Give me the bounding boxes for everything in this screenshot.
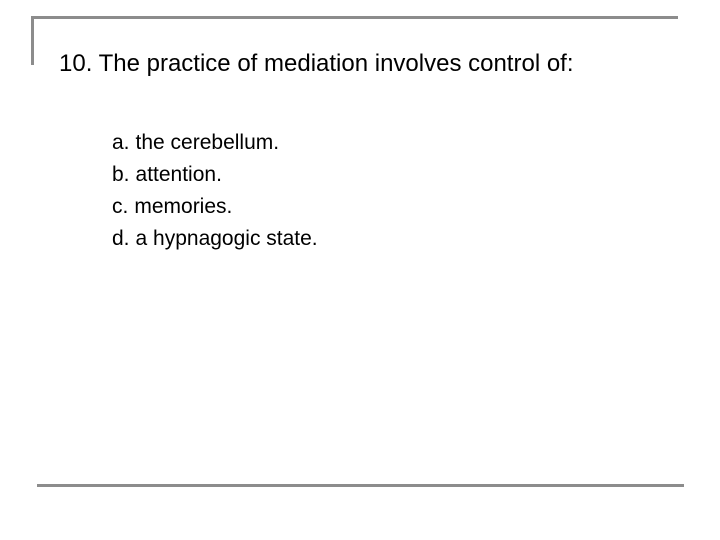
option-text: memories. [134, 195, 233, 218]
option-letter: d. [112, 227, 130, 250]
option-letter: b. [112, 163, 130, 186]
option-text: attention. [135, 163, 222, 186]
option-d [112, 223, 318, 255]
option-text: the cerebellum. [135, 131, 280, 154]
frame-bottom-rule [37, 484, 684, 487]
question-text: 10. The practice of mediation involves control of: [59, 50, 574, 77]
option-c [112, 191, 318, 223]
option-a [112, 127, 318, 159]
option-letter: a. [112, 131, 130, 154]
frame-top-rule [31, 16, 678, 19]
frame-left-rule [31, 16, 34, 65]
answer-options [112, 127, 318, 255]
option-b [112, 159, 318, 191]
option-letter: c. [112, 195, 129, 218]
option-text: a hypnagogic state. [135, 227, 318, 250]
